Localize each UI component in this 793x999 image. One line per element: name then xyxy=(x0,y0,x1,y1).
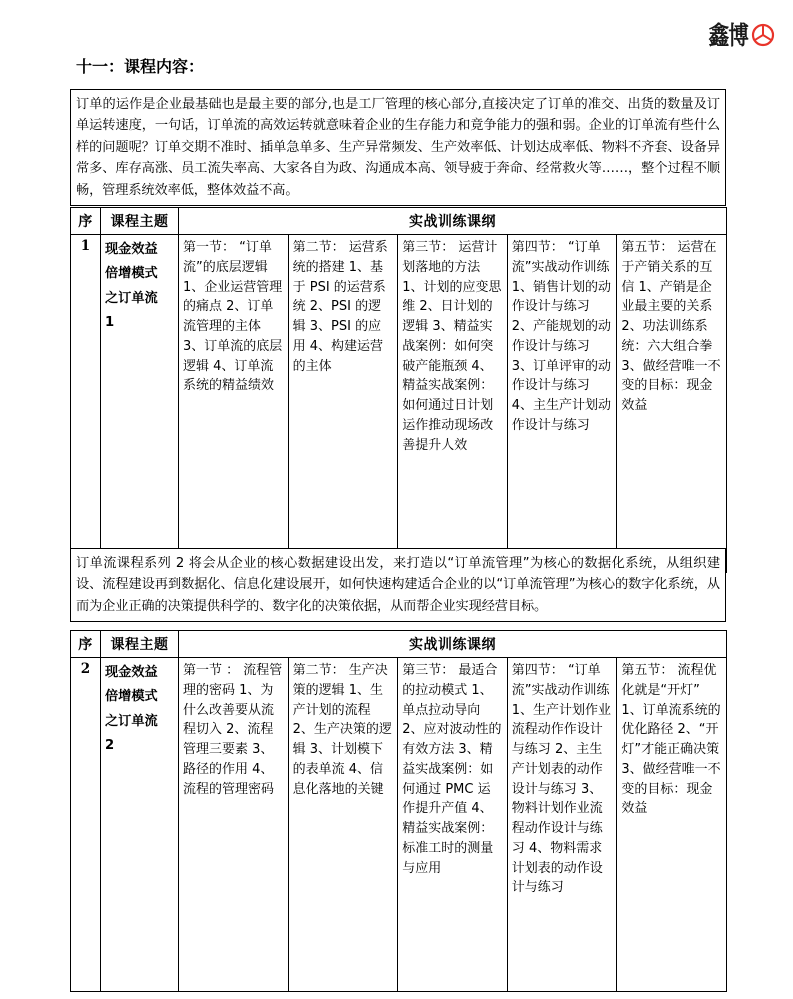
section-item: 2、生产决策的逻辑 xyxy=(292,722,392,757)
section-title: “订单流”实战动作训练 xyxy=(511,240,610,275)
section-cell xyxy=(288,235,398,573)
section-item: 2、应对波动性的有效方法 xyxy=(402,722,502,757)
section-item: 1、基于 PSI 的运营系统 xyxy=(292,259,386,315)
section-item: 4、构建运营的主体 xyxy=(292,338,384,374)
section-title: “订单流”的底层逻辑 xyxy=(183,240,272,275)
section-label: 第五节： xyxy=(621,240,674,255)
section-item: 4、精益实战案例：如何通过日计划运作推动现场改善提升人效 xyxy=(402,358,494,453)
middle-paragraph-text: 订单流课程系列 2 将会从企业的核心数据建设出发，来打造以“订单流管理”为核心的数据化系统，从组织建设、流程建设再到数据化、信息化建设展开，如何快速构建适合企业的以“订单流管理”为核心的数字化系统，从而为企业正确的决策提供科学的、数字化的决策依据，从而帮企业实现经营目标。 xyxy=(76,556,720,614)
section-item: 3、路径的作用 xyxy=(183,742,274,777)
theme-line: 现金效益 xyxy=(105,665,158,680)
section-cell xyxy=(617,658,727,992)
theme-line: 之订单流 xyxy=(105,290,158,306)
section-label: 第三节： xyxy=(402,663,455,678)
section-label: 第四节： xyxy=(511,663,564,678)
table-header-row xyxy=(71,208,727,235)
section-item: 4、订单流系统的精益绩效 xyxy=(183,358,275,394)
section-title: 运营在于产销关系的互信 xyxy=(621,240,717,295)
section-cell xyxy=(288,658,398,992)
section-title: 流程管理的密码 xyxy=(183,663,283,698)
section-title: 运营系统的搭建 xyxy=(292,240,388,275)
header-outline: 实战训练课纲 xyxy=(179,631,727,658)
header-theme: 课程主题 xyxy=(101,208,179,235)
section-item: 2、产能规划的动作设计与练习 xyxy=(511,319,612,354)
section-item: 4、流程的管理密码 xyxy=(183,761,275,797)
section-item: 3、计划模下的表单流 xyxy=(292,742,384,777)
course-table-2 xyxy=(70,630,727,992)
section-item: 2、PSI 的逻辑 xyxy=(292,299,382,334)
section-item: 3、订单评审的动作设计与练习 xyxy=(511,358,612,394)
section-title: 运营计划落地的方法 xyxy=(402,240,498,275)
row-seq: 2 xyxy=(71,658,101,992)
section-label: 第一节 ： xyxy=(183,663,240,678)
section-item: 3、精益实战案例：如何突破产能瓶颈 xyxy=(402,319,494,374)
section-item: 1、企业运营管理的痛点 xyxy=(183,279,283,315)
course-table-1 xyxy=(70,207,727,573)
section-item: 1、为什么改善要从流程切入 xyxy=(183,682,275,738)
section-item: 4、物料需求计划表的动作设计与练习 xyxy=(511,840,603,896)
company-logo xyxy=(700,18,775,52)
section-item: 1、生产计划作业流程动作作设计与练习 xyxy=(511,702,612,757)
header-seq: 序 xyxy=(71,208,101,235)
section-item: 3、精益实战案例：如何通过 PMC 运作提升产值 xyxy=(402,742,494,817)
header-outline: 实战训练课纲 xyxy=(179,208,727,235)
section-item: 3、PSI 的应用 xyxy=(292,319,382,354)
header-theme: 课程主题 xyxy=(101,631,179,658)
section-label: 第二节： xyxy=(292,240,345,255)
section-label: 第四节： xyxy=(511,240,564,255)
section-cell xyxy=(507,235,617,573)
section-item: 4、信息化落地的关键 xyxy=(292,761,384,797)
section-cell xyxy=(398,235,508,573)
red-circle-emblem xyxy=(751,23,775,47)
section-cell xyxy=(179,235,289,573)
section-item: 4、主生产计划动作设计与练习 xyxy=(511,398,612,433)
section-cell xyxy=(507,658,617,992)
section-title: 流程优化就是“开灯” xyxy=(621,663,717,698)
section-item: 4、精益实战案例：标准工时的测量与应用 xyxy=(402,801,494,876)
section-cell xyxy=(617,235,727,573)
middle-paragraph-box xyxy=(70,548,726,622)
section-item: 1、销售计划的动作设计与练习 xyxy=(511,279,612,315)
section-title: 最适合的拉动模式 xyxy=(402,663,498,698)
header-seq: 序 xyxy=(71,631,101,658)
section-item: 1、产销是企业最主要的关系 xyxy=(621,279,713,315)
section-item: 1、生产计划的流程 xyxy=(292,682,384,718)
intro-paragraph-box xyxy=(70,89,726,206)
logo-wordmark: 鑫博 xyxy=(708,20,748,50)
section-item: 2、功法训练系统：六大组合拳 xyxy=(621,319,713,354)
section-title: 生产决策的逻辑 xyxy=(292,663,388,698)
section-item: 3、订单流的底层逻辑 xyxy=(183,338,283,374)
row-seq: 1 xyxy=(71,235,101,573)
page-title: 十一：课程内容： xyxy=(76,57,205,76)
section-item: 2、日计划的逻辑 xyxy=(402,299,493,334)
section-item: 1、单点拉动导向 xyxy=(402,682,493,718)
section-item: 2、“开灯”才能正确决策 xyxy=(621,722,720,757)
table-row xyxy=(71,658,727,992)
section-item: 3、做经营唯一不变的目标：现金效益 xyxy=(621,358,721,413)
section-label: 第一节： xyxy=(183,240,236,255)
section-item: 1、计划的应变思维 xyxy=(402,279,502,315)
section-item: 1、订单流系统的优化路径 xyxy=(621,702,721,738)
theme-line: 倍增模式 xyxy=(105,689,158,705)
section-item: 2、订单流管理的主体 xyxy=(183,299,274,334)
section-label: 第二节： xyxy=(292,663,345,678)
table-header-row xyxy=(71,631,727,658)
theme-line: 现金效益 xyxy=(105,242,158,257)
section-cell xyxy=(179,658,289,992)
section-label: 第三节： xyxy=(402,240,455,255)
section-item: 2、主生产计划表的动作设计与练习 xyxy=(511,742,603,797)
theme-line: 之订单流 xyxy=(105,713,158,729)
section-label: 第五节： xyxy=(621,663,674,678)
section-item: 3、物料计划作业流程动作设计与练习 xyxy=(511,781,603,856)
theme-line: 2 xyxy=(105,738,115,754)
section-item: 2、流程管理三要素 xyxy=(183,722,274,757)
table-row xyxy=(71,235,727,573)
theme-line: 倍增模式 xyxy=(105,266,158,282)
intro-paragraph-text: 订单的运作是企业最基础也是最主要的部分,也是工厂管理的核心部分,直接决定了订单的准交、出货的数量及订单运转速度，一句话，订单流的高效运转就意味着企业的生存能力和竟争能力的强和弱。企业的订单流有些什么样的问题呢？订单交期不准时、插单急单多、生产异常频发、生产效率低、计划达成率低、物料不齐套、设备异常多、库存高涨、员工流失率高、大家各自为政、沟通成本高、领导疲于奔命、经常救火等……，整个过程不顺畅，管理系统效率低，整体效益不高。 xyxy=(76,97,720,198)
section-item: 3、做经营唯一不变的目标：现金效益 xyxy=(621,761,721,817)
row-theme xyxy=(101,658,179,992)
row-theme xyxy=(101,235,179,573)
theme-line: 1 xyxy=(105,315,115,331)
section-title: “订单流”实战动作训练 xyxy=(511,663,610,698)
section-cell xyxy=(398,658,508,992)
